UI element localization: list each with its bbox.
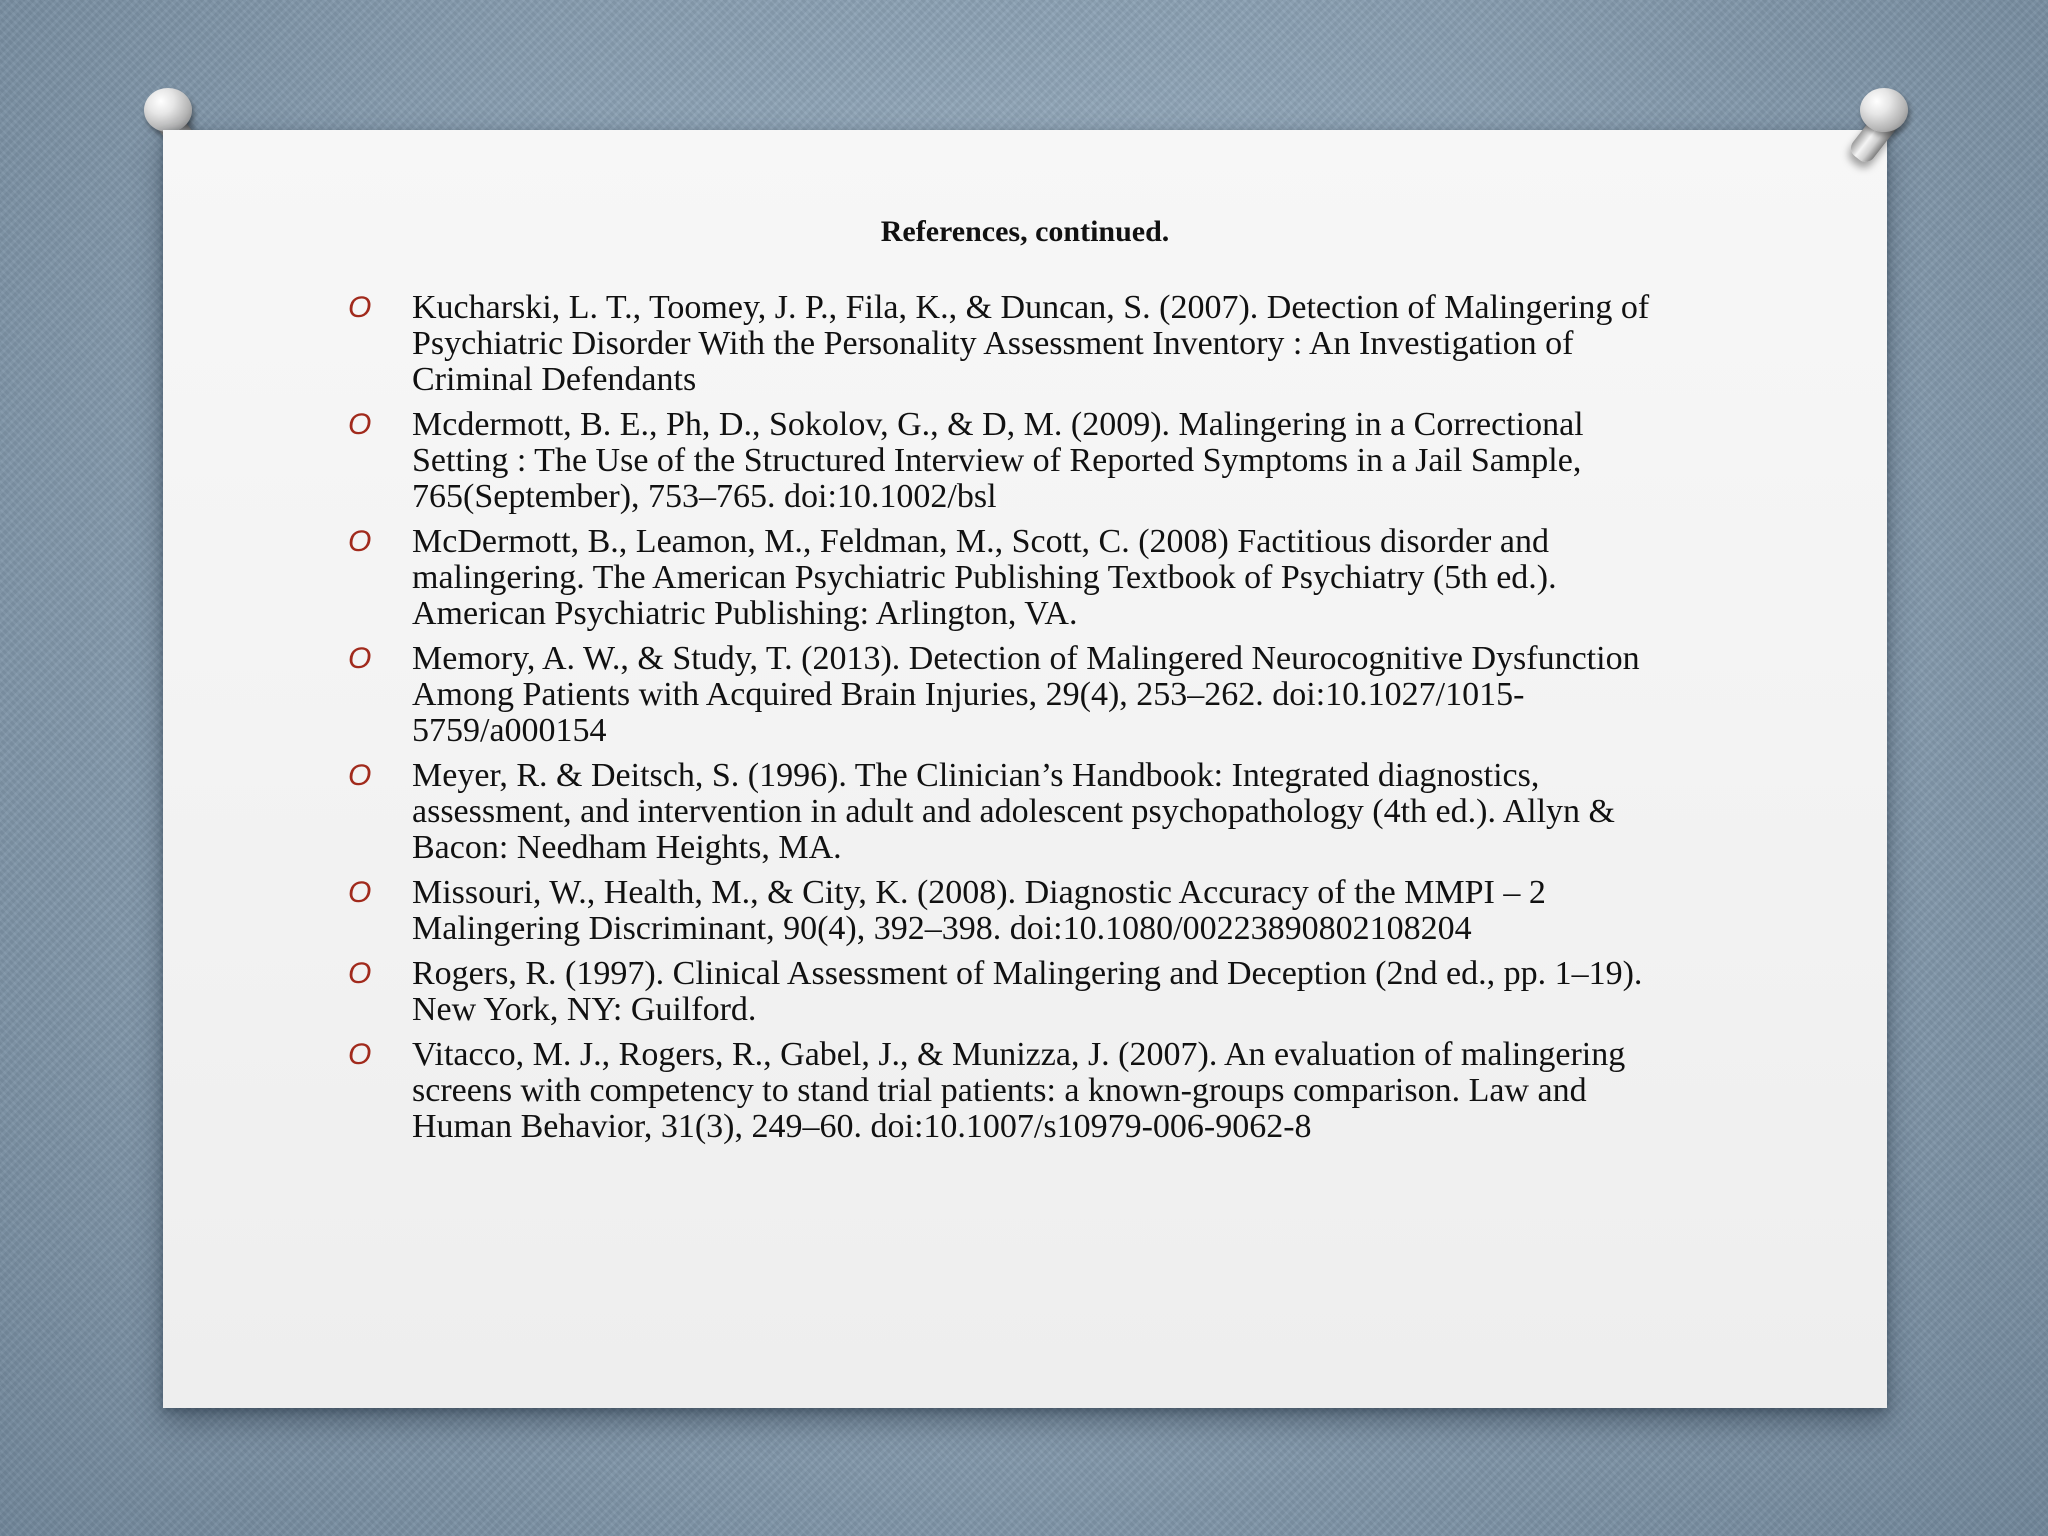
bullet-icon: O [348,759,372,792]
slide-paper [163,130,1887,1408]
reference-text: Mcdermott, B. E., Ph, D., Sokolov, G., & D, M. (2009). Malingering in a Correctional Setting : The Use of the Structured Interview of Reported Symptoms in a Jail Sample, 765(September), 753–765. doi:10.1002/bsl [412,406,1584,515]
bullet-icon: O [348,525,372,558]
reference-text: Meyer, R. & Deitsch, S. (1996). The Clinician’s Handbook: Integrated diagnostics, assessment, and intervention in adult and adolescent psychopathology (4th ed.). Allyn & Bacon: Needham Heights, MA. [412,757,1615,866]
reference-item [348,956,1678,1028]
bullet-icon: O [348,876,372,909]
reference-item [348,758,1678,866]
reference-list [348,290,1678,1154]
reference-text: Rogers, R. (1997). Clinical Assessment of Malingering and Deception (2nd ed., pp. 1–19). New York, NY: Guilford. [412,955,1643,1028]
reference-text: Kucharski, L. T., Toomey, J. P., Fila, K., & Duncan, S. (2007). Detection of Malingering of Psychiatric Disorder With the Personality Assessment Inventory : An Investigation of Criminal Defendants [412,289,1650,398]
bullet-icon: O [348,1038,372,1071]
bullet-icon: O [348,408,372,441]
pushpin-right-icon [1840,88,1912,160]
reference-item [348,641,1678,749]
bullet-icon: O [348,957,372,990]
reference-item [348,875,1678,947]
reference-item [348,407,1678,515]
reference-item [348,290,1678,398]
reference-text: Missouri, W., Health, M., & City, K. (2008). Diagnostic Accuracy of the MMPI – 2 Malingering Discriminant, 90(4), 392–398. doi:10.1080/00223890802108204 [412,874,1546,947]
reference-text: Memory, A. W., & Study, T. (2013). Detection of Malingered Neurocognitive Dysfunction Among Patients with Acquired Brain Injuries, 29(4), 253–262. doi:10.1027/1015-5759/a000154 [412,640,1640,749]
reference-item [348,1037,1678,1145]
bullet-icon: O [348,291,372,324]
reference-text: McDermott, B., Leamon, M., Feldman, M., Scott, C. (2008) Factitious disorder and malingering. The American Psychiatric Publishing Textbook of Psychiatry (5th ed.). American Psychiatric Publishing: Arlington, VA. [412,523,1557,632]
slide-title: References, continued. [880,215,1170,248]
bullet-icon: O [348,642,372,675]
reference-text: Vitacco, M. J., Rogers, R., Gabel, J., & Munizza, J. (2007). An evaluation of malingering screens with competency to stand trial patients: a known-groups comparison. Law and Human Behavior, 31(3), 249–60. doi:10.1007/s10979-006-9062-8 [412,1036,1626,1145]
reference-item [348,524,1678,632]
